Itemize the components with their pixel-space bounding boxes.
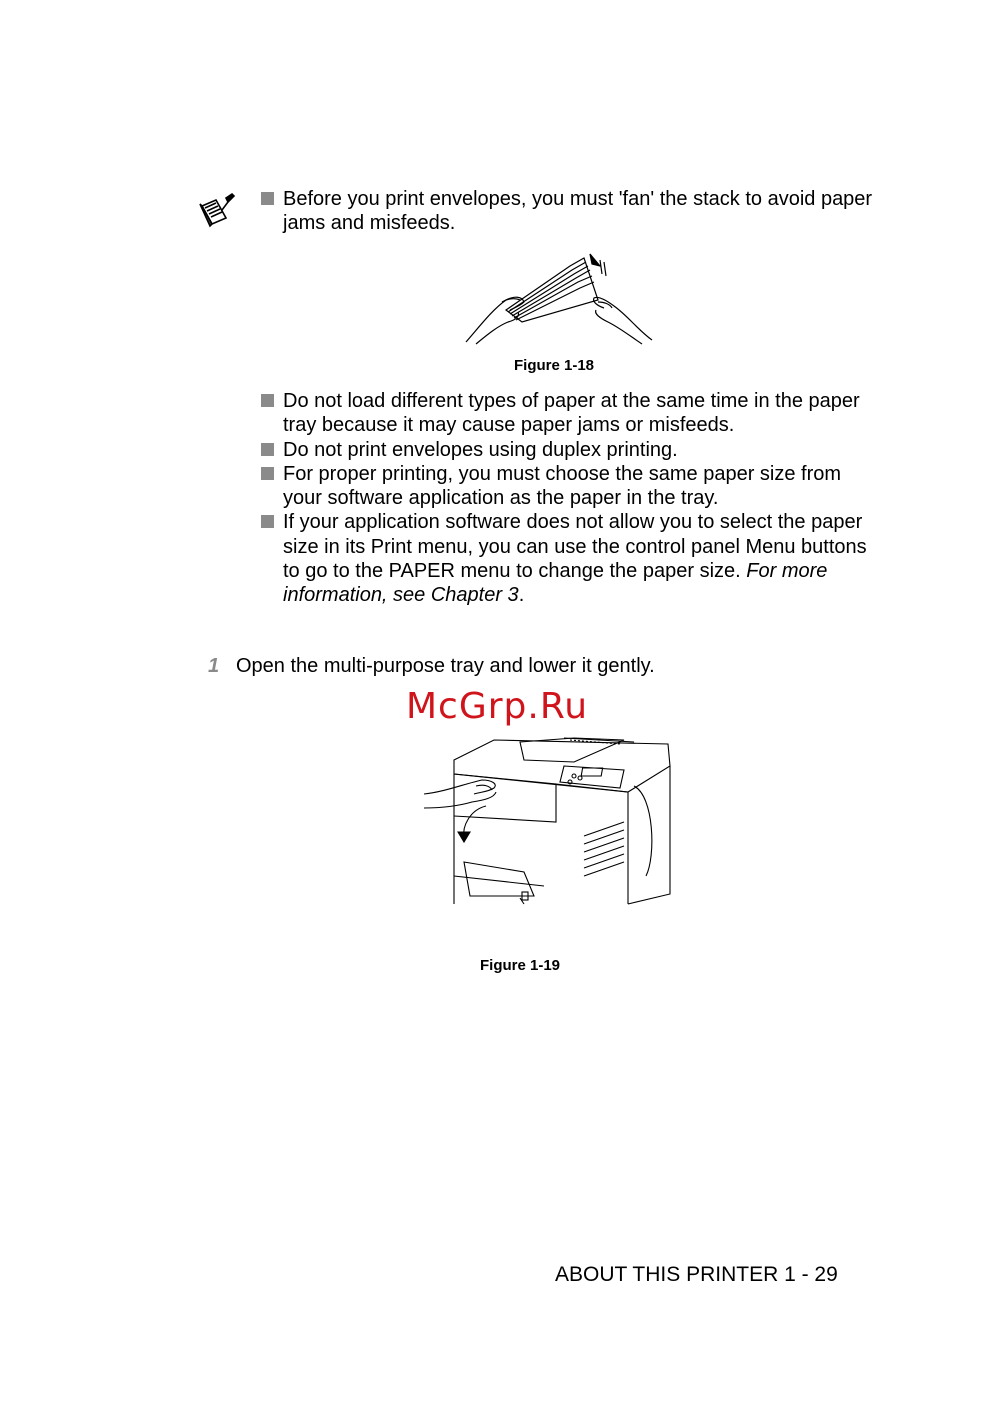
chapter-reference: For more information, see Chapter 3 (283, 560, 828, 607)
bullet-square-icon (261, 467, 274, 480)
bullet-square-icon (261, 443, 274, 456)
note-item: Before you print envelopes, you must 'fan' the stack to avoid paper jams and misfeeds. (260, 187, 880, 236)
note-item: For proper printing, you must choose the same paper size from your software application as the paper in the tray. (260, 462, 880, 511)
note-pad-icon (196, 192, 236, 232)
note-item: Do not print envelopes using duplex printing. (260, 438, 880, 462)
figure-caption: Figure 1-19 (480, 957, 561, 974)
step-1 (208, 655, 655, 678)
note-list-envelopes (260, 187, 880, 236)
note-list-paper (260, 389, 880, 608)
fan-envelopes-illustration (462, 250, 654, 346)
bullet-square-icon (261, 515, 274, 528)
step-number: 1 (208, 655, 220, 677)
page-footer: ABOUT THIS PRINTER 1 - 29 (555, 1263, 838, 1286)
bullet-square-icon (261, 394, 274, 407)
printer-open-tray-illustration (424, 726, 678, 906)
step-text: Open the multi-purpose tray and lower it gently. (236, 655, 655, 677)
watermark: McGrp.Ru (406, 686, 589, 727)
figure-caption: Figure 1-18 (514, 357, 595, 374)
note-item: If your application software does not allow you to select the paper size in its Print menu, you can use the control panel Menu buttons to go to the PAPER menu to change the paper size. For more information, see Chapter 3. (260, 510, 880, 607)
bullet-square-icon (261, 192, 274, 205)
note-item: Do not load different types of paper at the same time in the paper tray because it may cause paper jams or misfeeds. (260, 389, 880, 438)
